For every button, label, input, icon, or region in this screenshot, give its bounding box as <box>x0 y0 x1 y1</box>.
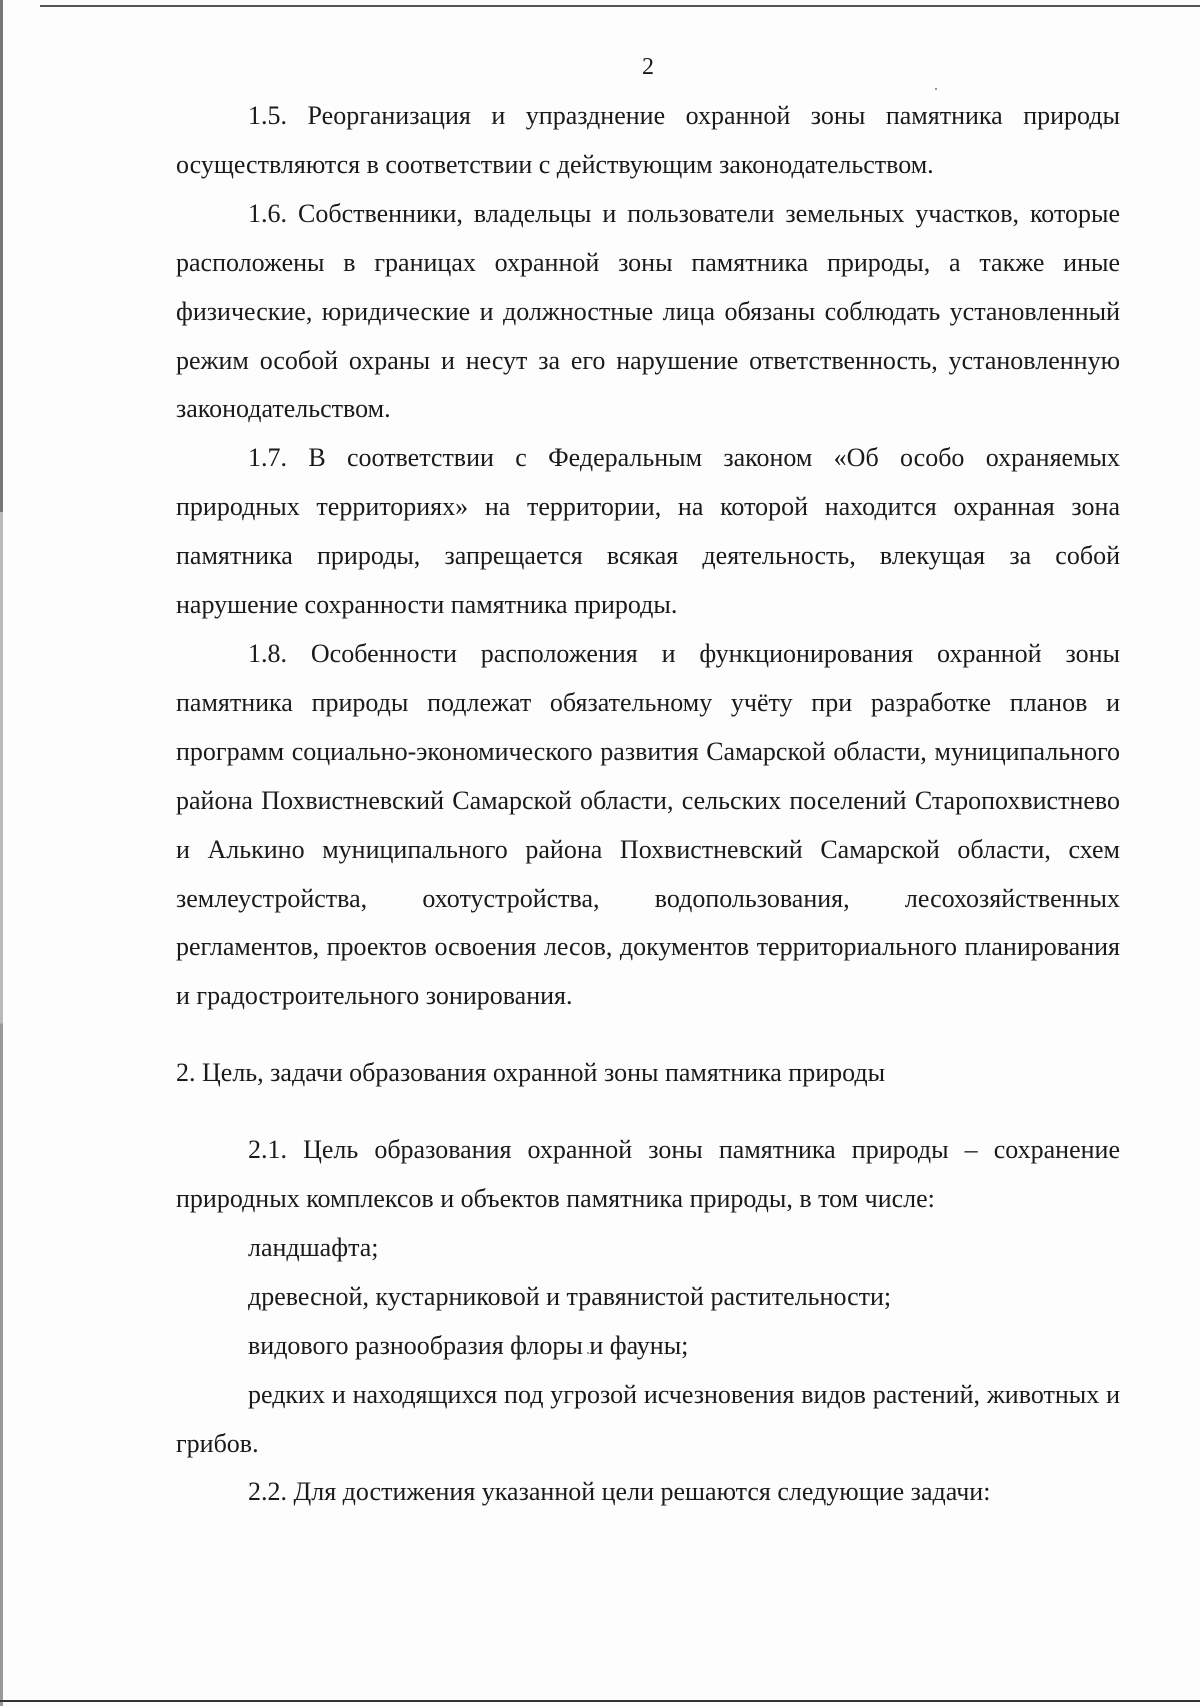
paragraph-1-6: 1.6. Собственники, владельцы и пользователи земельных участков, которые расположены в границах охранной зоны памятника природы, а также иные физические, юридические и должностные лица обязаны соблюдать установленный режим особой охраны и несут за его нарушение ответственность, установленную законодательством. <box>176 198 1120 424</box>
list-item-landscape: ландшафта; <box>248 1232 379 1262</box>
list-item-vegetation: древесной, кустарниковой и травянистой растительности; <box>248 1281 892 1311</box>
list-item-biodiversity: видового разнообразия флоры и фауны; <box>248 1330 689 1360</box>
list-item-rare-species: редких и находящихся под угрозой исчезновения видов растений, животных и грибов. <box>176 1379 1120 1458</box>
paragraph-1-8: 1.8. Особенности расположения и функционирования охранной зоны памятника природы подлежат обязательному учёту при разработке планов и программ социально-экономического развития Самарской области, муниципального района Похвистневский Самарской области, сельских поселений Старопохвистнево и Алькино муниципального района Похвистневский Самарской области, схем землеустройства, охотустройства, водопользования, лесохозяйственных регламентов, проектов освоения лесов, документов территориального планирования и градостроительного зонирования. <box>176 638 1120 1011</box>
scan-top-border <box>40 5 1200 7</box>
scan-left-edge <box>0 0 3 1706</box>
section-2-heading: 2. Цель, задачи образования охранной зоны памятника природы <box>176 1058 886 1088</box>
scan-bottom-border <box>0 1700 1200 1702</box>
paragraph-1-7: 1.7. В соответствии с Федеральным законом «Об особо охраняемых природных территориях» на территории, на которой находится охранная зона памятника природы, запрещается всякая деятельность, влекущая за собой нарушение сохранности памятника природы. <box>176 443 1120 620</box>
document-body <box>176 92 1120 1517</box>
paragraph-2-2: 2.2. Для достижения указанной цели решаются следующие задачи: <box>248 1477 991 1507</box>
page-number: 2 <box>642 54 654 80</box>
paragraph-1-5: 1.5. Реорганизация и упразднение охранной зоны памятника природы осуществляются в соответствии с действующим законодательством. <box>176 101 1120 179</box>
paragraph-2-1: 2.1. Цель образования охранной зоны памятника природы – сохранение природных комплексов и объектов памятника природы, в том числе: <box>176 1135 1120 1214</box>
scan-speck <box>935 88 937 90</box>
